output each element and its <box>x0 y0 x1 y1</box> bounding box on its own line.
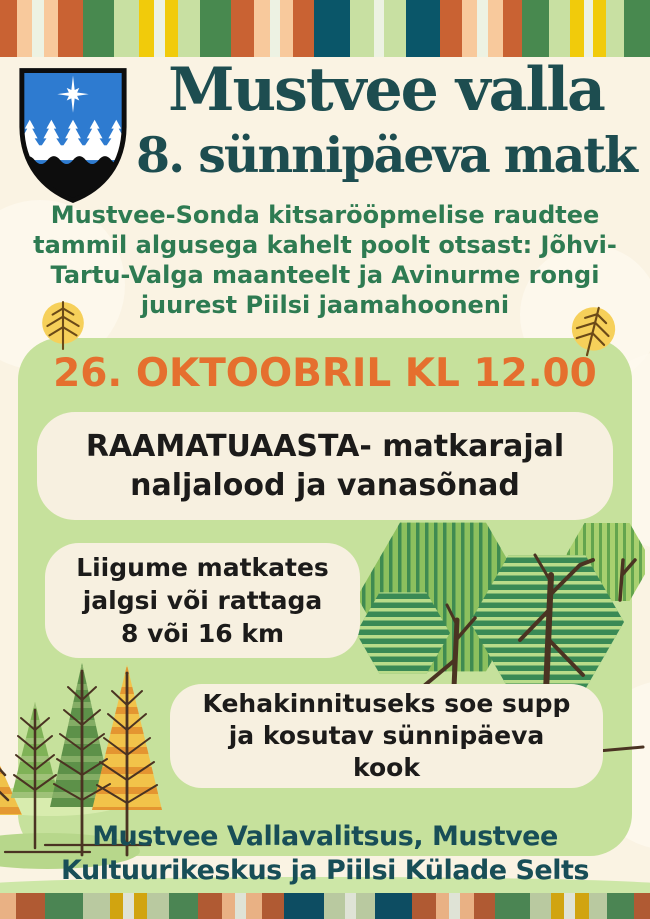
card3-line: Kehakinnituseks soe supp <box>202 689 571 718</box>
coat-of-arms-icon <box>14 62 132 207</box>
card2-line: 8 või 16 km <box>120 619 284 648</box>
card1-line: naljalood ja vanasõnad <box>130 468 520 503</box>
card-liikumine <box>45 543 360 658</box>
card-kehakinnitus <box>170 684 603 788</box>
card-raamatuaasta <box>37 412 613 520</box>
event-date-heading: 26. OKTOOBRIL KL 12.00 <box>53 351 597 396</box>
poster-subtitle <box>8 200 642 320</box>
card2-line: jalgsi või rattaga <box>82 586 323 615</box>
title-line-1: Mustvee valla <box>168 55 604 125</box>
organizers-text <box>0 820 650 888</box>
poster-title <box>126 54 646 184</box>
subtitle-line: Tartu-Valga maanteelt ja Avinurme rongi <box>50 261 600 289</box>
leaf-icon <box>40 300 86 350</box>
card2-line: Liigume matkates <box>76 553 329 582</box>
subtitle-line: juurest Piilsi jaamahooneni <box>140 291 510 319</box>
subtitle-line: Mustvee-Sonda kitsarööpmelise raudtee <box>50 201 600 229</box>
card3-line: kook <box>353 753 420 782</box>
subtitle-line: tammil algusega kahelt poolt otsast: Jõhvi- <box>33 231 617 259</box>
card3-line: ja kosutav sünnipäeva <box>228 721 545 750</box>
bottom-border-stripes <box>0 893 650 919</box>
organizers-line: Mustvee Vallavalitsus, Mustvee <box>92 821 558 852</box>
top-border-stripes <box>0 0 650 57</box>
card1-line: RAAMATUAASTA- matkarajal <box>85 429 565 464</box>
title-line-2: 8. sünnipäeva matk <box>136 126 636 184</box>
organizers-line: Kultuurikeskus ja Piilsi Külade Selts <box>61 855 589 886</box>
